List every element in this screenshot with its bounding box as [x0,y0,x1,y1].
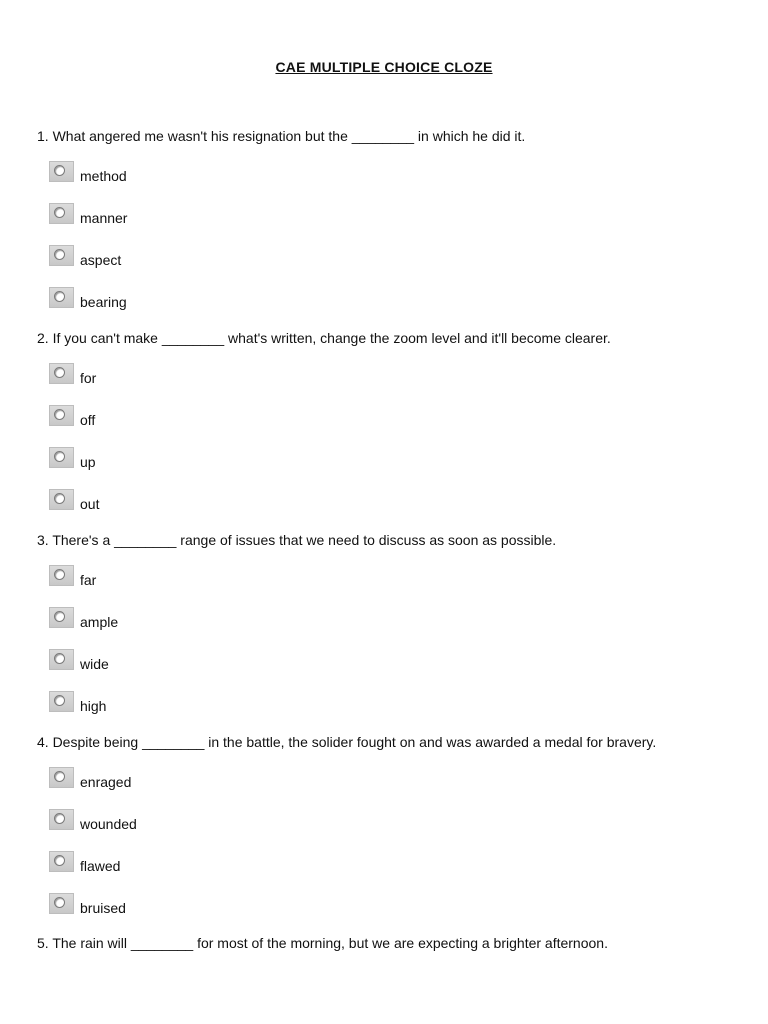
option-label: wounded [80,816,137,832]
radio-button[interactable] [49,489,74,510]
option-label: bearing [80,294,127,310]
radio-button[interactable] [49,649,74,670]
answer-option[interactable] [49,489,249,513]
radio-button[interactable] [49,767,74,788]
question-text: 3. There's a ________ range of issues that we need to discuss as soon as possible. [37,532,557,548]
answer-option[interactable] [49,649,249,673]
answer-option[interactable] [49,363,249,387]
radio-button[interactable] [49,607,74,628]
radio-button[interactable] [49,691,74,712]
question-text: 2. If you can't make ________ what's written, change the zoom level and it'll become clearer. [37,330,611,346]
answer-option[interactable] [49,565,249,589]
question-text: 5. The rain will ________ for most of the morning, but we are expecting a brighter afternoon. [37,935,608,951]
option-label: bruised [80,900,126,916]
answer-option[interactable] [49,767,249,791]
option-label: out [80,496,100,512]
option-label: off [80,412,96,428]
option-label: manner [80,210,128,226]
document-title: CAE MULTIPLE CHOICE CLOZE [275,59,493,75]
option-label: method [80,168,127,184]
radio-button[interactable] [49,405,74,426]
radio-button[interactable] [49,287,74,308]
answer-option[interactable] [49,691,249,715]
radio-button[interactable] [49,893,74,914]
radio-button[interactable] [49,851,74,872]
answer-option[interactable] [49,607,249,631]
radio-button[interactable] [49,809,74,830]
question-text: 1. What angered me wasn't his resignation but the ________ in which he did it. [37,128,526,144]
option-label: up [80,454,96,470]
answer-option[interactable] [49,203,249,227]
answer-option[interactable] [49,447,249,471]
radio-button[interactable] [49,203,74,224]
option-label: flawed [80,858,121,874]
radio-button[interactable] [49,363,74,384]
answer-option[interactable] [49,851,249,875]
radio-button[interactable] [49,161,74,182]
option-label: wide [80,656,109,672]
radio-button[interactable] [49,447,74,468]
answer-option[interactable] [49,287,249,311]
option-label: high [80,698,107,714]
answer-option[interactable] [49,405,249,429]
option-label: aspect [80,252,122,268]
option-label: ample [80,614,119,630]
question-text: 4. Despite being ________ in the battle, the solider fought on and was awarded a medal for bravery. [37,734,657,750]
radio-button[interactable] [49,565,74,586]
option-label: far [80,572,97,588]
answer-option[interactable] [49,245,249,269]
radio-button[interactable] [49,245,74,266]
answer-option[interactable] [49,809,249,833]
answer-option[interactable] [49,893,249,917]
answer-option[interactable] [49,161,249,185]
option-label: enraged [80,774,132,790]
option-label: for [80,370,97,386]
